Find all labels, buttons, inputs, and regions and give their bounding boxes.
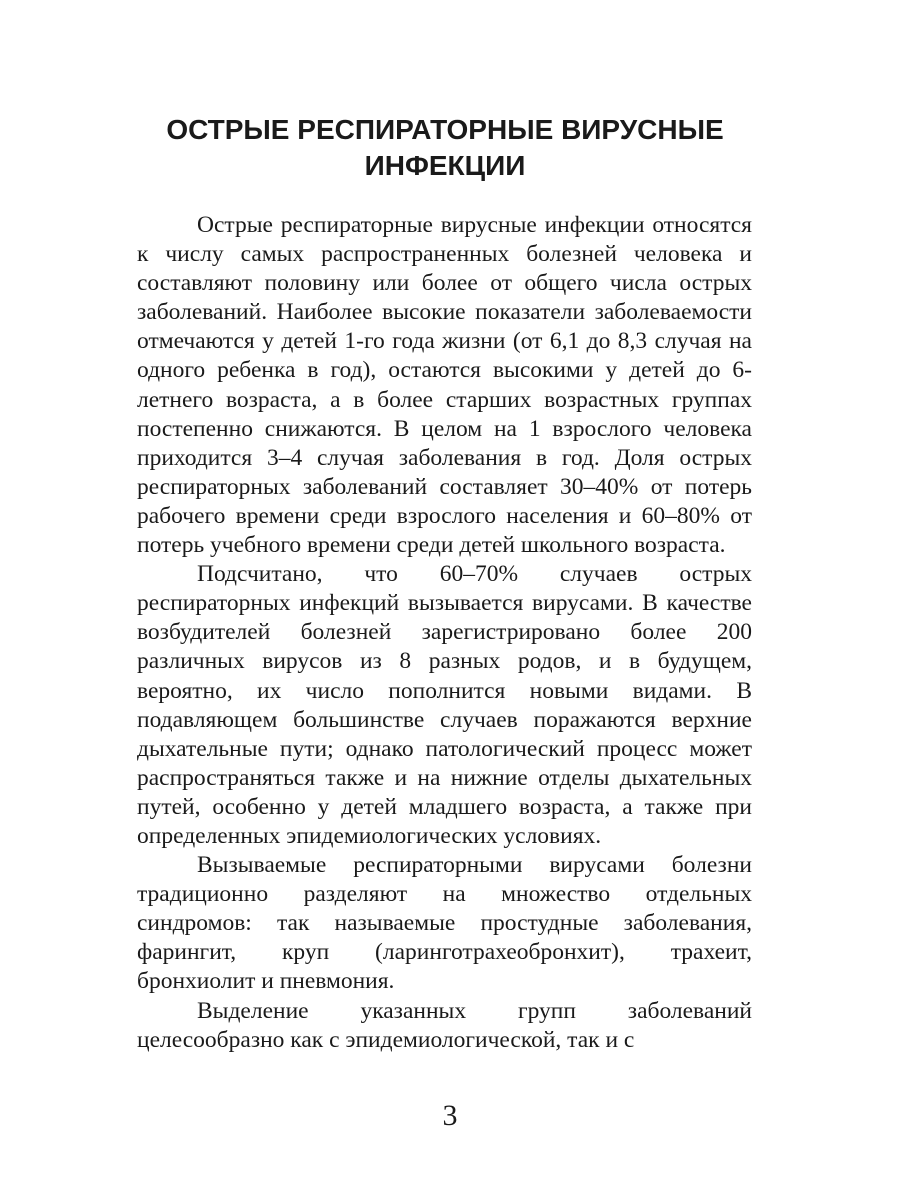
paragraph-2: Подсчитано, что 60–70% случаев острых респираторных инфекций вызывается вирусами. В качестве возбудителей болезней зарегистрировано более 200 различных вирусов из 8 разных родов, и в будущем, вероятно, их число пополнится новыми видами. В подавляющем большинстве случаев поражаются верхние дыхательные пути; однако патологический процесс может распространяться также и на нижние отделы дыхательных путей, особенно у детей младшего возраста, а также при определенных эпидемиологических условиях.: [137, 561, 752, 849]
page-number: 3: [442, 1099, 458, 1132]
paragraph-4: Выделение указанных групп заболеваний целесообразно как с эпидемиологической, так и с: [137, 997, 752, 1053]
paragraph-1: Острые респираторные вирусные инфекции относятся к числу самых распространенных болезней человека и составляют половину или более от общего числа острых заболеваний. Наиболее высокие показатели заболеваемости отмечаются у детей 1-го года жизни (от 6,1 до 8,3 случая на одного ребенка в год), остаются высокими у детей до 6-летнего возраста, а в более старших возрастных группах постепенно снижаются. В целом на 1 взрослого человека приходится 3–4 случая заболевания в год. Доля острых респираторных заболеваний составляет 30–40% от потерь рабочего времени среди взрослого населения и 60–80% от потерь учебного времени среди детей школьного возраста.: [137, 212, 752, 559]
body-text: [137, 211, 752, 1055]
chapter-title-line-1: ОСТРЫЕ РЕСПИРАТОРНЫЕ ВИРУСНЫЕ: [166, 114, 724, 145]
chapter-title: [130, 112, 760, 184]
paragraph-3: Вызываемые респираторными вирусами болезни традиционно разделяют на множество отдельных синдромов: так называемые простудные заболевания, фарингит, круп (ларинготрахеобронхит), трахеит, бронхиолит и пневмония.: [137, 852, 752, 995]
chapter-title-line-2: ИНФЕКЦИИ: [364, 150, 526, 181]
